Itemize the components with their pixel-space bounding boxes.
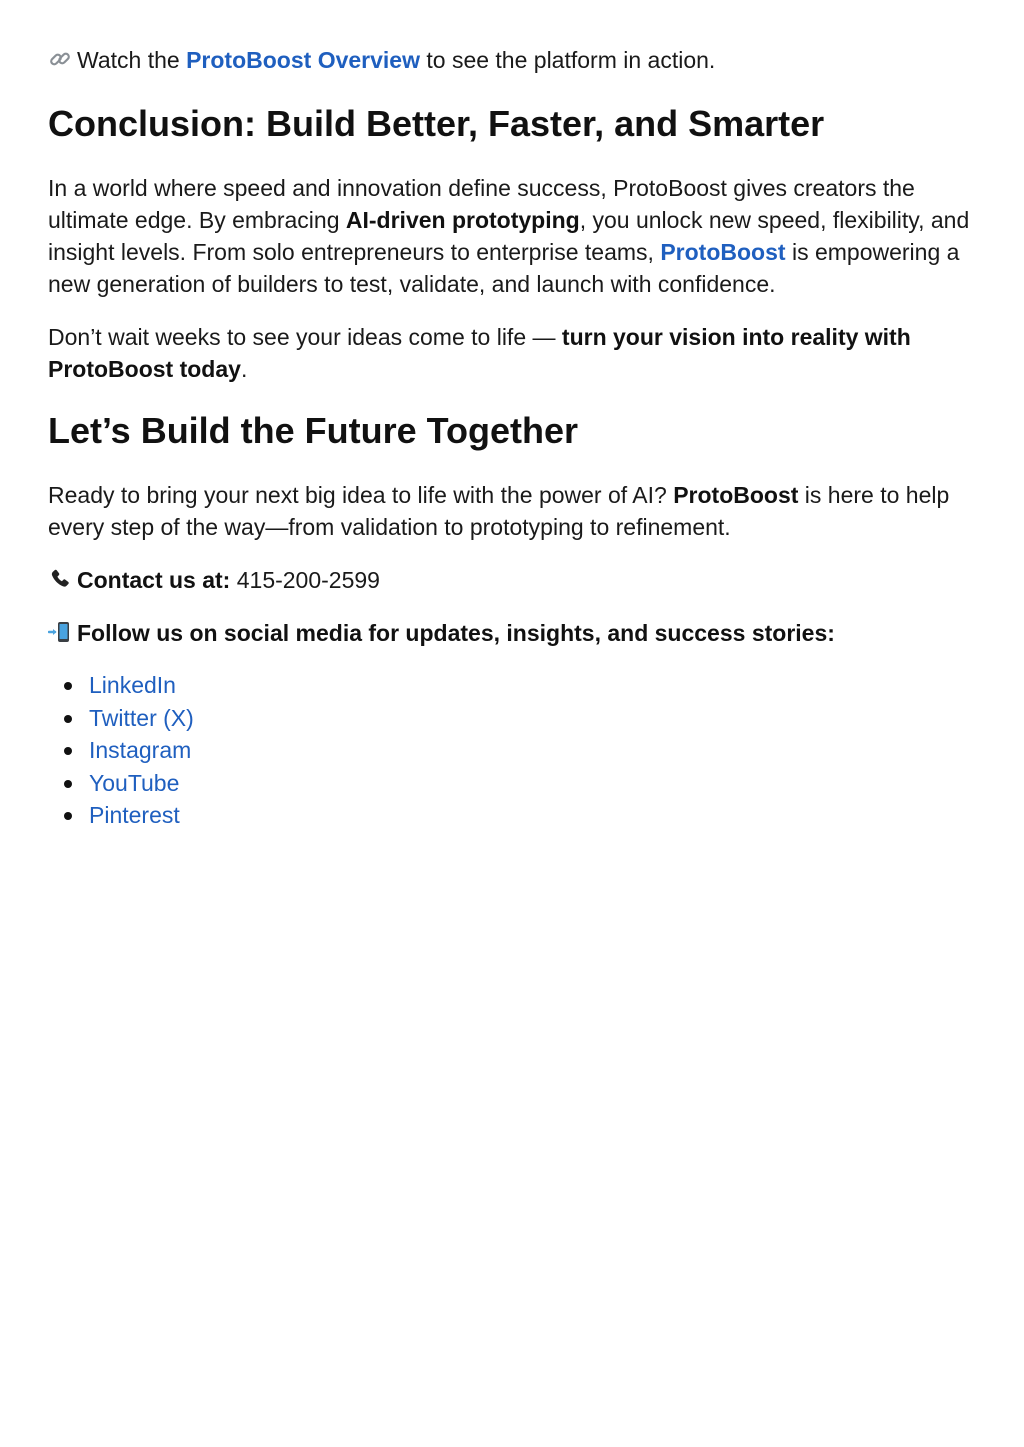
intro-line (48, 44, 976, 76)
conclusion-paragraph-2 (48, 321, 976, 385)
follow-line (48, 617, 976, 649)
future-p1-text-b: is here to help every step of the way—from validation to prototyping to refinement. (48, 482, 950, 540)
conclusion-p2-text-b: . (240, 356, 248, 382)
list-item (89, 767, 976, 800)
future-heading: Let’s Build the Future Together (48, 410, 578, 451)
social-links-list (48, 669, 976, 832)
list-item (89, 734, 976, 767)
call-to-action-bold: turn your vision into reality with ProtoBoost today (48, 324, 911, 382)
list-item (89, 669, 976, 702)
youtube-link[interactable]: YouTube (89, 769, 180, 796)
follow-label: Follow us on social media for updates, insights, and success stories: (77, 620, 835, 646)
protoboost-overview-link[interactable]: ProtoBoost Overview (186, 47, 420, 73)
intro-prefix: Watch the (77, 47, 187, 73)
contact-line (48, 564, 976, 596)
mobile-arrow-icon (48, 620, 72, 644)
conclusion-heading: Conclusion: Build Better, Faster, and Smarter (48, 103, 825, 144)
ai-driven-prototyping-bold: AI-driven prototyping (345, 207, 580, 233)
phone-icon (48, 567, 72, 591)
contact-phone: 415-200-2599 (230, 567, 380, 593)
conclusion-p1-text-c: is empowering a new generation of builders to test, validate, and launch with confidence. (48, 239, 960, 297)
future-p1-text-a: Ready to bring your next big idea to life with the power of AI? (48, 482, 674, 508)
protoboost-link[interactable]: ProtoBoost (660, 239, 786, 265)
future-paragraph (48, 479, 976, 543)
conclusion-p1-text-b: , you unlock new speed, flexibility, and insight levels. From solo entrepreneurs to enterprise teams, (48, 207, 970, 265)
contact-label: Contact us at: (77, 567, 231, 593)
protoboost-bold: ProtoBoost (673, 482, 799, 508)
link-icon (48, 47, 72, 71)
intro-suffix: to see the platform in action. (419, 47, 716, 73)
linkedin-link[interactable]: LinkedIn (89, 672, 176, 698)
conclusion-p2-text-a: Don’t wait weeks to see your ideas come to life — (48, 324, 562, 350)
instagram-link[interactable]: Instagram (89, 737, 192, 763)
list-item (89, 799, 976, 832)
twitter-link[interactable]: Twitter (X) (89, 704, 194, 731)
list-item (89, 702, 976, 735)
conclusion-paragraph-1 (48, 172, 976, 300)
conclusion-p1-text-a: In a world where speed and innovation define success, ProtoBoost gives creators the ultimate edge. By embracing (48, 175, 915, 233)
pinterest-link[interactable]: Pinterest (89, 802, 180, 828)
